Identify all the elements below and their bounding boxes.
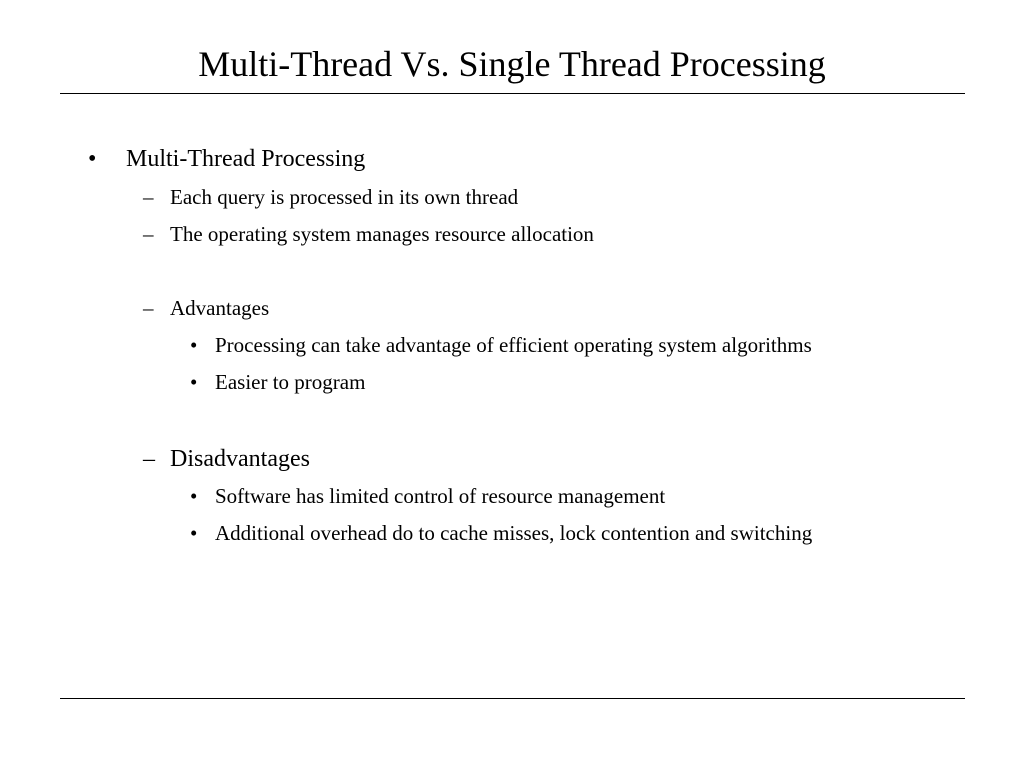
- bullet-marker: •: [190, 484, 198, 508]
- disadvantage-text: Additional overhead do to cache misses, lock contention and switching: [215, 521, 813, 545]
- dash-marker: –: [143, 222, 154, 246]
- disadvantage-text: Software has limited control of resource management: [215, 484, 666, 508]
- bullet-marker: •: [190, 333, 198, 357]
- dash-marker: –: [143, 296, 154, 320]
- bullet-marker: •: [190, 370, 198, 394]
- advantage-text: Processing can take advantage of efficient operating system algorithms: [215, 333, 812, 357]
- bullet-marker: •: [88, 146, 97, 172]
- title-divider: [60, 93, 965, 94]
- section-heading: Multi-Thread Processing: [126, 146, 366, 172]
- footer-divider: [60, 698, 965, 699]
- point-text: The operating system manages resource allocation: [170, 222, 594, 246]
- advantages-heading: Advantages: [170, 296, 270, 320]
- bullet-marker: •: [190, 521, 198, 545]
- advantage-text: Easier to program: [215, 370, 366, 394]
- dash-marker: –: [143, 185, 154, 209]
- dash-marker: –: [143, 446, 155, 472]
- disadvantages-heading: Disadvantages: [170, 446, 310, 472]
- point-text: Each query is processed in its own thread: [170, 185, 519, 209]
- slide-title: Multi-Thread Vs. Single Thread Processing: [198, 44, 826, 84]
